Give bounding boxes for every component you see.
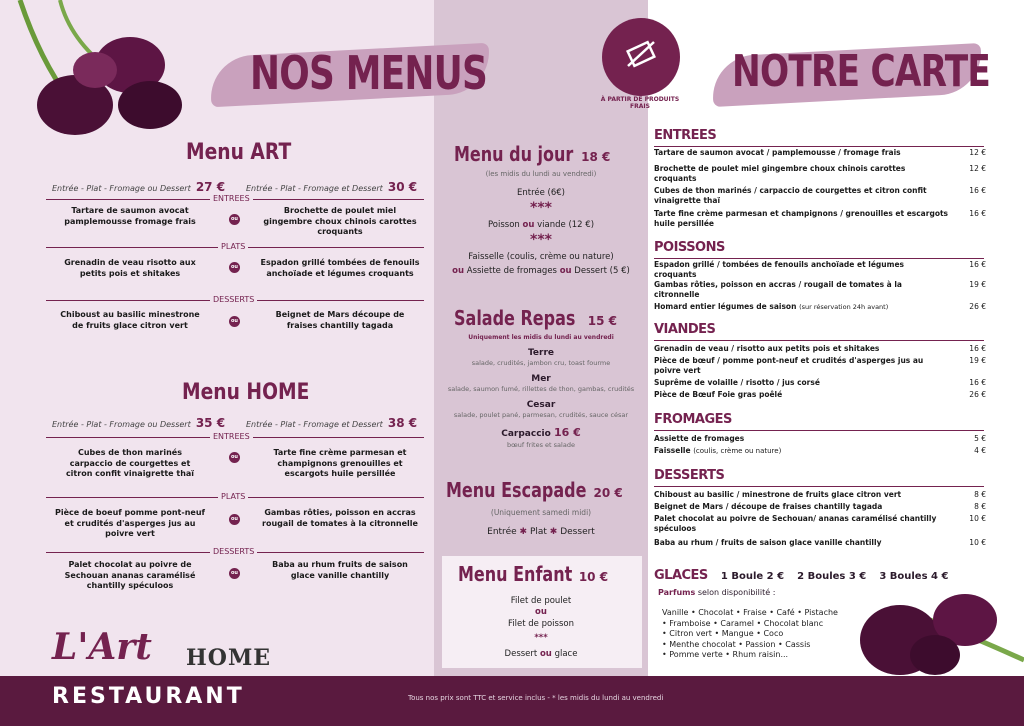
menu-jour-dessert	[434, 266, 648, 276]
carte-price: 16 €	[969, 209, 986, 218]
enfant-price: 10 €	[578, 570, 609, 584]
home-plats-divider	[46, 492, 424, 502]
salade-carpaccio	[434, 426, 648, 439]
salade-header	[454, 306, 644, 330]
carte-price: 16 €	[969, 186, 986, 195]
escapade-title: Menu Escapade	[446, 478, 587, 502]
or-marker: ou	[229, 452, 240, 463]
carte-price: 10 €	[969, 514, 986, 523]
menu-jour-fromage: Assiette de fromages	[466, 266, 557, 276]
glace-2-boules: 2 Boules 3 €	[797, 571, 867, 582]
carte-price: 5 €	[974, 434, 986, 443]
carte-item: Palet chocolat au poivre de Sechouan/ ananas caramélisé chantilly spéculoos	[654, 514, 937, 533]
carte-item-faisselle	[654, 446, 924, 457]
art-option-1-text: Entrée - Plat - Fromage ou Dessert	[52, 184, 191, 193]
menu-jour-dessert-text: Dessert (5 €)	[574, 266, 630, 276]
art-option-1	[52, 176, 225, 195]
or-text: ou	[522, 220, 535, 230]
art-dessert-2: Beignet de Mars découpe de fraises chantilly tagada	[275, 310, 405, 330]
carte-price: 8 €	[974, 490, 986, 499]
home-option-2	[246, 412, 417, 431]
home-price-1: 35 €	[195, 416, 226, 430]
flavor-line: • Menthe chocolat • Passion • Cassis	[662, 639, 811, 649]
escapade-plat: Plat	[529, 527, 547, 537]
parfums-note: selon disponibilité :	[697, 588, 776, 597]
salade-cesar-desc: salade, poulet pané, parmesan, crudités, sauce césar	[453, 411, 629, 419]
carte-item: Baba au rhum / fruits de saison glace vanille chantilly	[654, 538, 882, 547]
carte-entrees-title: ENTREES	[654, 128, 717, 143]
carte-price: 12 €	[969, 148, 986, 157]
calla-lily-image-top	[0, 0, 200, 150]
art-desserts-divider	[46, 295, 424, 305]
carte-desserts-title: DESSERTS	[654, 468, 725, 483]
carte-price: 19 €	[969, 280, 986, 289]
price-notice: Tous nos prix sont TTC et service inclus - * les midis du lundi au vendredi	[408, 694, 664, 702]
menu-jour-plat	[434, 220, 648, 230]
carte-item-homard	[654, 302, 944, 313]
carte-item: Brochette de poulet miel gingembre choux chinois carottes croquants	[654, 164, 906, 183]
salade-terre-desc: salade, crudités, jambon cru, toast fourme	[471, 359, 611, 367]
parfums-label: Parfums	[658, 588, 696, 597]
home-entree-2: Tarte fine crème parmesan et champignons grenouilles et escargots huile persillée	[273, 448, 407, 478]
home-desserts-label: DESSERTS	[210, 547, 257, 556]
or-text: ou	[452, 266, 465, 276]
salade-terre: Terre	[527, 348, 555, 358]
art-plats-label: PLATS	[218, 242, 248, 251]
stars-separator: ***	[534, 633, 548, 643]
carpaccio-price: 16 €	[553, 426, 581, 439]
divider	[654, 340, 984, 341]
flavor-line: Vanille • Chocolat • Fraise • Café • Pistache	[662, 608, 838, 617]
menu-jour-price: 18 €	[581, 150, 611, 164]
menu-home-title: Menu HOME	[182, 380, 310, 405]
carte-item: Beignet de Mars / découpe de fraises chantilly tagada	[654, 502, 883, 511]
or-text: ou	[559, 266, 572, 276]
divider	[654, 258, 984, 259]
home-option-1-text: Entrée - Plat - Fromage ou Dessert	[52, 420, 191, 429]
carte-price: 16 €	[969, 344, 986, 353]
carte-item: Espadon grillé / tombées de fenouils anchoïade et légumes croquants	[654, 260, 905, 279]
art-plat-1: Grenadin de veau risotto aux petits pois et shitakes	[64, 258, 196, 278]
home-plat-2: Gambas rôties, poisson en accras rougail de tomates à la citronnelle	[262, 508, 418, 528]
menu-jour-title: Menu du jour	[454, 142, 574, 166]
home-entree-1: Cubes de thon marinés carpaccio de courgettes et citron confit vinaigrette thaï	[65, 448, 195, 478]
home-plat-1: Pièce de boeuf pomme pont-neuf et crudités d'asperges jus au poivre vert	[55, 508, 205, 538]
escapade-courses: Entrée ✱ Plat ✱ Dessert	[487, 527, 595, 537]
art-option-2	[246, 176, 417, 195]
enfant-header	[458, 562, 648, 586]
carte-item: Tarte fine crème parmesan et champignons / grenouilles et escargots huile persillée	[654, 209, 949, 228]
flavor-line: • Pomme verte • Rhum raisin...	[662, 650, 789, 659]
home-option-2-text: Entrée - Plat - Fromage et Dessert	[246, 420, 383, 429]
restaurant-label: RESTAURANT	[52, 684, 245, 709]
home-entrees-label: ENTREES	[210, 432, 253, 441]
brand-logo-home: HOME	[186, 645, 272, 671]
or-marker: ou	[229, 568, 240, 579]
glace-1-boule: 1 Boule 2 €	[720, 571, 785, 582]
or-text: ou	[539, 649, 552, 659]
salade-mer: Mer	[531, 374, 551, 384]
stars-separator: ***	[530, 232, 552, 248]
salade-title: Salade Repas	[454, 306, 576, 330]
home-dessert-2: Baba au rhum fruits de saison glace vanille chantilly	[272, 560, 408, 580]
art-entrees-label: ENTREES	[210, 194, 253, 203]
glace-3-boules: 3 Boules 4 €	[879, 571, 949, 582]
home-entrees-divider	[46, 432, 424, 442]
enfant-glace-text: glace	[554, 649, 578, 659]
escapade-dessert: Dessert	[560, 527, 595, 537]
notre-carte-title: NOTRE CARTE	[732, 46, 991, 97]
carte-price: 16 €	[969, 260, 986, 269]
middle-column	[434, 0, 648, 676]
home-desserts-divider	[46, 547, 424, 557]
parfums-heading	[658, 588, 775, 597]
escapade-entree: Entrée	[487, 527, 517, 537]
menu-jour-plat-a: Poisson	[487, 220, 520, 230]
art-entree-2: Brochette de poulet miel gingembre choux chinois carottes croquants	[263, 206, 417, 236]
carte-price: 10 €	[969, 538, 986, 547]
carte-item: Chiboust au basilic / minestrone de fruits glace citron vert	[654, 490, 902, 499]
art-desserts-label: DESSERTS	[210, 295, 257, 304]
carte-viandes-title: VIANDES	[654, 322, 716, 337]
carte-glaces-title: GLACES	[654, 568, 708, 583]
salade-mer-desc: salade, saumon fumé, rillettes de thon, gambas, crudités	[447, 385, 635, 393]
art-entree-1: Tartare de saumon avocat pamplemousse fromage frais	[64, 206, 196, 226]
menu-art-title: Menu ART	[186, 140, 292, 165]
or-marker: ou	[229, 316, 240, 327]
escapade-price: 20 €	[593, 486, 623, 500]
art-price-2: 30 €	[387, 180, 418, 194]
carte-price: 16 €	[969, 378, 986, 387]
enfant-poisson: Filet de poisson	[508, 619, 574, 629]
carte-item: Assiette de fromages	[654, 434, 745, 443]
homard-label: Homard entier légumes de saison	[654, 302, 797, 311]
flavor-line: • Citron vert • Mangue • Coco	[662, 629, 784, 638]
enfant-poulet: Filet de poulet	[510, 596, 572, 606]
home-option-1	[52, 412, 225, 431]
salade-carpaccio-desc: bœuf frites et salade	[507, 441, 575, 449]
carte-price: 26 €	[969, 390, 986, 399]
carte-item: Grenadin de veau / risotto aux petits pois et shitakes	[654, 344, 880, 353]
art-dessert-1: Chiboust au basilic minestrone de fruits glace citron vert	[60, 310, 200, 330]
carte-item: Pièce de bœuf / pomme pont-neuf et crudités d'asperges jus au poivre vert	[654, 356, 924, 375]
carte-fromages-title: FROMAGES	[654, 412, 732, 427]
carte-poissons-title: POISSONS	[654, 240, 725, 255]
flavors-list	[662, 608, 838, 661]
faisselle-label: Faisselle	[654, 446, 691, 455]
carte-item: Gambas rôties, poisson en accras / rougail de tomates à la citronnelle	[654, 280, 902, 299]
art-plats-divider	[46, 242, 424, 252]
art-price-1: 27 €	[195, 180, 226, 194]
carte-item: Tartare de saumon avocat / pamplemousse / fromage frais	[654, 148, 901, 157]
home-dessert-1: Palet chocolat au poivre de Sechouan ananas caramélisé chantilly spéculoos	[64, 560, 196, 590]
nos-menus-title: NOS MENUS	[250, 46, 488, 100]
badge-caption: À PARTIR DE PRODUITS FRAIS	[600, 96, 680, 110]
carte-price: 12 €	[969, 164, 986, 173]
enfant-dessert-text: Dessert	[504, 649, 538, 659]
or-marker: ou	[229, 262, 240, 273]
salade-cesar: Cesar	[526, 400, 556, 410]
carte-price: 4 €	[974, 446, 986, 455]
brand-logo-lart: L'Art	[52, 626, 152, 668]
stars-separator: ***	[530, 200, 552, 216]
faisselle-note: (coulis, crème ou nature)	[693, 447, 782, 455]
carte-column	[654, 128, 994, 676]
menu-jour-plat-b: viande (12 €)	[537, 220, 595, 230]
or-text: ou	[535, 607, 547, 617]
flavor-line: • Framboise • Caramel • Chocolat blanc	[662, 618, 824, 628]
enfant-title: Menu Enfant	[458, 562, 573, 586]
art-option-2-text: Entrée - Plat - Fromage et Dessert	[246, 184, 383, 193]
home-plats-label: PLATS	[218, 492, 248, 501]
carte-glaces-row	[654, 564, 948, 583]
homard-note: (sur réservation 24h avant)	[799, 303, 889, 311]
divider	[654, 486, 984, 487]
art-plat-2: Espadon grillé tombées de fenouils anchoïade et légumes croquants	[260, 258, 420, 278]
enfant-dessert	[434, 649, 648, 659]
escapade-note: (Uniquement samedi midi)	[490, 508, 592, 517]
menu-jour-faisselle: Faisselle (coulis, crème ou nature)	[468, 252, 614, 262]
carte-item: Pièce de Bœuf Foie gras poêlé	[654, 390, 783, 399]
art-entrees-divider	[46, 194, 424, 204]
carte-item: Cubes de thon marinés / carpaccio de courgettes et citron confit vinaigrette thaï	[654, 186, 927, 205]
carte-price: 26 €	[969, 302, 986, 311]
or-marker: ou	[229, 214, 240, 225]
menu-jour-note: (les midis du lundi au vendredi)	[485, 170, 597, 178]
or-marker: ou	[229, 514, 240, 525]
salade-note: Uniquement les midis du lundi au vendredi	[468, 334, 614, 341]
salade-price: 15 €	[587, 314, 618, 328]
carte-price: 19 €	[969, 356, 986, 365]
escapade-header	[446, 478, 646, 502]
carpaccio-label: Carpaccio	[501, 429, 551, 439]
carte-price: 8 €	[974, 502, 986, 511]
carte-item: Suprême de volaille / risotto / jus corsé	[654, 378, 820, 387]
divider	[654, 146, 984, 147]
menu-jour-header	[454, 142, 644, 166]
home-price-2: 38 €	[387, 416, 418, 430]
divider	[654, 430, 984, 431]
menu-jour-entree: Entrée (6€)	[516, 188, 565, 198]
